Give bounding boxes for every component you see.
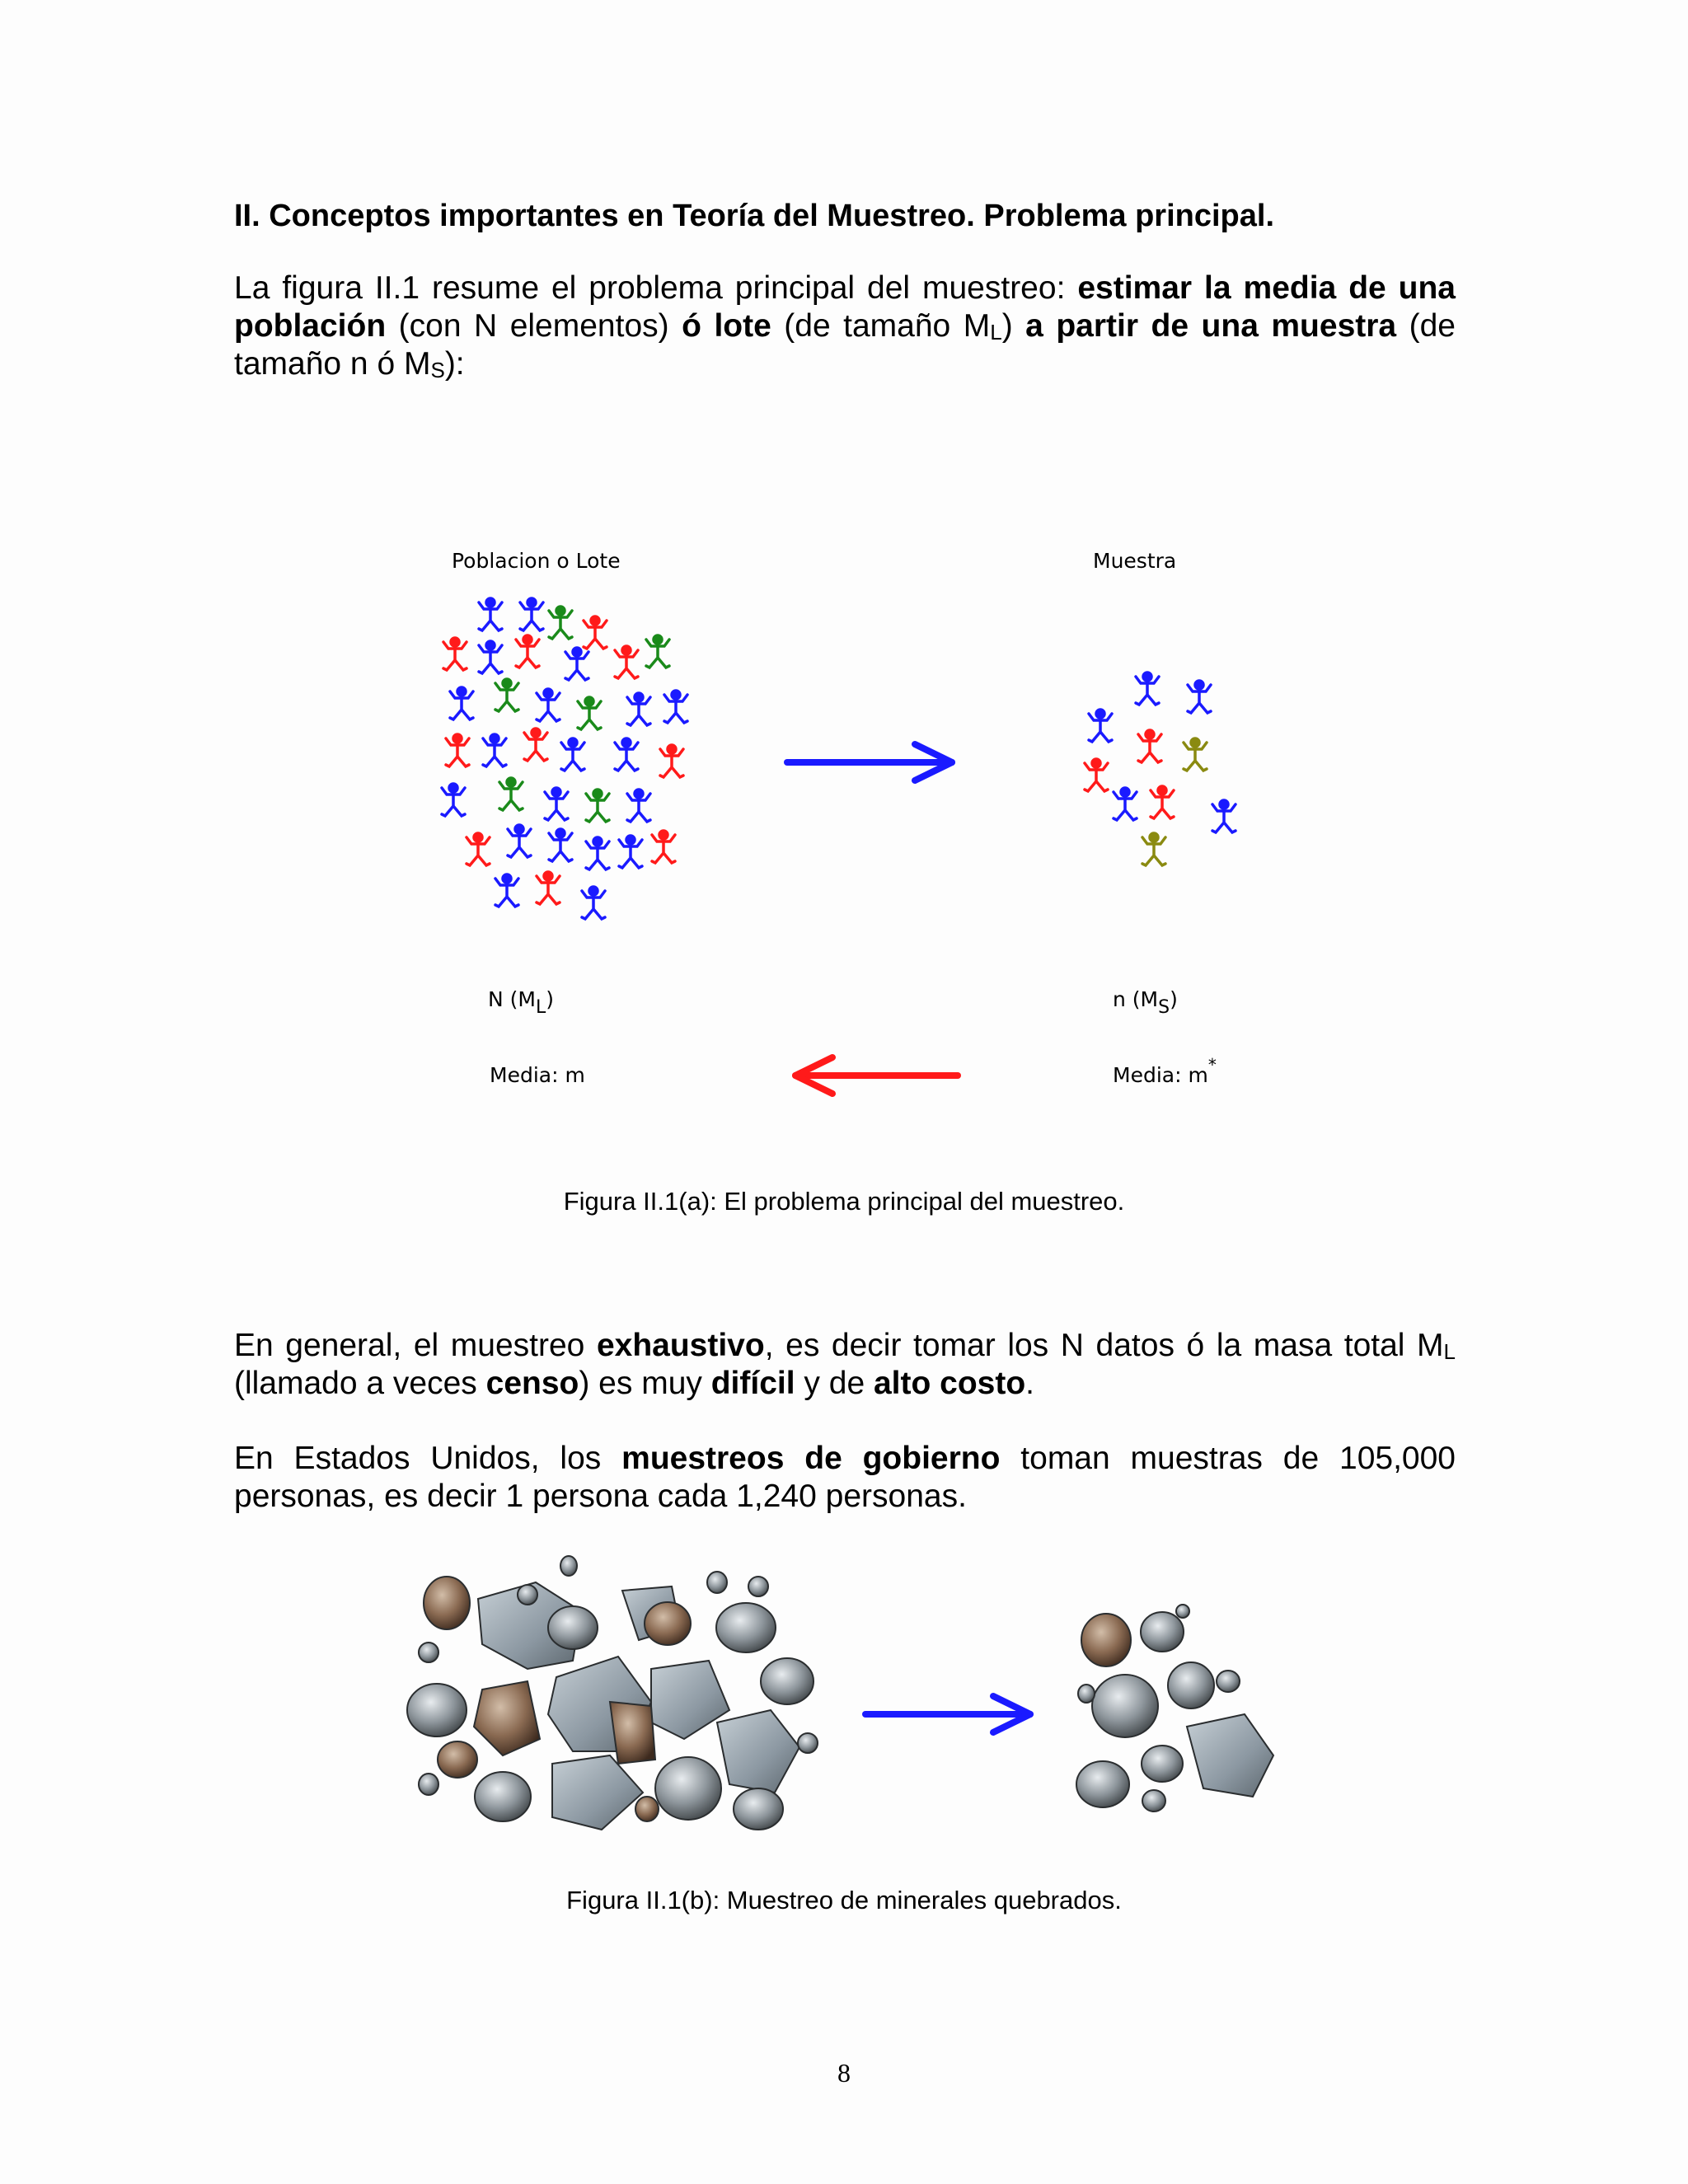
person-icon [1188, 681, 1211, 713]
person-icon [479, 641, 502, 673]
person-icon [660, 745, 683, 777]
person-icon [582, 887, 605, 919]
person-icon [627, 693, 650, 725]
person-icon [565, 648, 588, 680]
person-icon [1138, 730, 1161, 762]
person-icon [495, 679, 518, 711]
person-icon [442, 784, 465, 816]
person-icon [1114, 788, 1137, 820]
bold-phrase: difícil [710, 1366, 795, 1401]
population-stick-figures [429, 589, 701, 935]
arrow-right-icon [861, 1690, 1043, 1739]
person-icon [578, 697, 601, 729]
person-icon [520, 598, 543, 630]
population-mean-label: Media: m [490, 1063, 585, 1087]
mineral-lot-image [404, 1545, 841, 1842]
bold-phrase: exhaustivo [596, 1328, 765, 1363]
arrow-right-icon [783, 738, 964, 787]
person-icon [467, 833, 490, 865]
person-icon [537, 872, 560, 904]
population-size-label: N $(M_L)$ [488, 987, 555, 1018]
person-icon [1085, 759, 1108, 791]
bold-phrase: alto costo [873, 1366, 1026, 1401]
page-number: 8 [837, 2058, 851, 2088]
sample-mean-label: Media: m* [1113, 1055, 1217, 1087]
figure-a-caption: Figura II.1(a): El problema principal del muestreo. [563, 1187, 1125, 1216]
person-icon [586, 837, 609, 869]
population-title: Poblacion o Lote [452, 549, 621, 573]
exhaustive-paragraph: En general, el muestreo exhaustivo, es decir tomar los N datos ó la masa total $M_L$ (llamado a veces censo) es muy difícil y de alto costo. [234, 1328, 1456, 1401]
person-icon [1184, 738, 1207, 771]
bold-phrase: muestreos de gobierno [621, 1441, 1001, 1476]
person-icon [524, 729, 547, 761]
person-icon [549, 829, 572, 861]
person-icon [508, 825, 531, 857]
person-icon [516, 635, 539, 668]
sample-stick-figures [1071, 663, 1253, 878]
person-icon [664, 691, 687, 723]
person-icon [450, 687, 473, 719]
person-icon [586, 790, 609, 822]
person-icon [549, 607, 572, 639]
sample-size-label: n $(M_S)$ [1113, 987, 1178, 1018]
bold-phrase: a partir de una muestra [1025, 308, 1397, 344]
person-icon [1151, 786, 1174, 818]
person-icon [499, 778, 523, 810]
person-icon [443, 638, 467, 670]
person-icon [615, 738, 638, 771]
person-icon [1142, 833, 1165, 865]
person-icon [1212, 800, 1236, 832]
person-icon [619, 836, 642, 868]
arrow-left-icon [783, 1051, 964, 1100]
person-icon [545, 788, 568, 820]
person-icon [483, 734, 506, 766]
person-icon [646, 635, 669, 668]
person-icon [584, 616, 607, 649]
sample-title: Muestra [1093, 549, 1177, 573]
person-icon [615, 646, 638, 678]
person-icon [495, 874, 518, 907]
bold-phrase: censo [485, 1366, 579, 1401]
person-icon [652, 831, 675, 863]
person-icon [537, 689, 560, 721]
person-icon [1136, 673, 1159, 705]
bold-phrase: ó lote [682, 308, 771, 344]
intro-paragraph: La figura II.1 resume el problema principal del muestreo: estimar la media de una población (con N elementos) ó lote (de tamaño $M_L$) a partir de una muestra (de tamaño n ó $M_S$): [234, 270, 1456, 382]
person-icon [561, 738, 584, 771]
person-icon [1089, 710, 1112, 742]
bold-phrase: estimar la media de una población [234, 270, 1456, 344]
mineral-sample-image [1071, 1603, 1278, 1817]
person-icon [627, 790, 650, 822]
person-icon [446, 734, 469, 766]
government-sampling-paragraph: En Estados Unidos, los muestreos de gobierno toman muestras de 105,000 personas, es decir 1 persona cada 1,240 personas. [234, 1441, 1456, 1514]
section-heading: II. Conceptos importantes en Teoría del Muestreo. Problema principal. [234, 199, 1274, 233]
figure-b-caption: Figura II.1(b): Muestreo de minerales quebrados. [566, 1886, 1122, 1915]
person-icon [479, 598, 502, 630]
